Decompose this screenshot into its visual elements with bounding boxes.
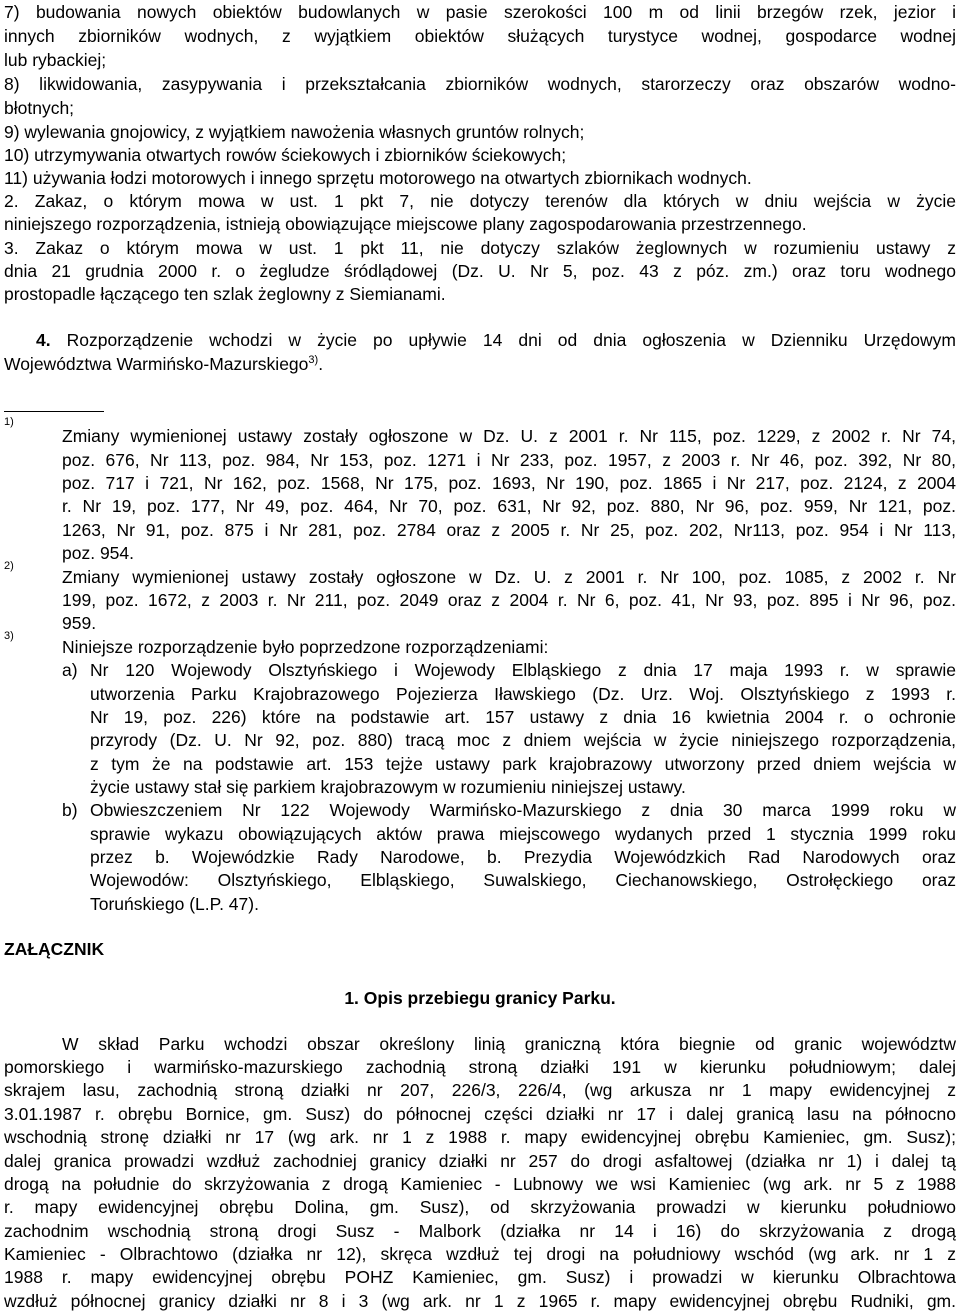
- footnote-3-item-a-line-1: Nr 120 Wojewody Olsztyńskiego i Wojewody Elbląskiego z dnia 17 maja 1993 r. w sprawie: [90, 660, 956, 680]
- item-7-line-1: 7) budowania nowych obiektów budowlanych w pasie szerokości 100 m od linii brzegów rzek, jezior i: [4, 2, 956, 22]
- footnote-3-item-b-line-3: przez b. Wojewódzkie Rady Narodowe, b. Prezydia Wojewódzkich Rad Narodowych oraz: [90, 847, 956, 867]
- footnote-2-marker: 2): [4, 560, 14, 572]
- footnote-3-item-a-line-5: z tym że na podstawie art. 153 tejże ustawy park krajobrazowy utworzony przed dniem wejścia w: [90, 754, 956, 774]
- ust-2-line-1: 2. Zakaz, o którym mowa w ust. 1 pkt 7, nie dotyczy terenów dla których w dniu wejścia w życie: [4, 191, 956, 211]
- item-9: 9) wylewania gnojowicy, z wyjątkiem nawożenia własnych gruntów rolnych;: [4, 122, 585, 142]
- footnote-3-marker: 3): [4, 630, 14, 642]
- ust-3-line-1: 3. Zakaz o którym mowa w ust. 1 pkt 11, nie dotyczy szlaków żeglownych w rozumieniu ustawy z: [4, 238, 956, 258]
- footnote-3-item-a-line-3: Nr 19, poz. 226) które na podstawie art. 157 ustawy z dnia 16 kwietnia 2004 r. o ochronie: [90, 707, 956, 727]
- paragraph-4-text: Rozporządzenie wchodzi w życie po upływie 14 dni od dnia ogłoszenia w Dzienniku Urzędowym: [66, 330, 956, 350]
- footnote-1-line-1: Zmiany wymienionej ustawy zostały ogłoszone w Dz. U. z 2001 r. Nr 115, poz. 1229, z 2002 r. Nr 74,: [62, 426, 956, 446]
- footnote-3-item-b-line-2: sprawie wykazu obowiązujących aktów prawa miejscowego wydanych przed 1 stycznia 1999 roku: [90, 824, 956, 844]
- attachment-line-3: skrajem lasu, zachodnią stroną działki nr 207, 226/3, 226/4, (wg arkusza nr 1 mapy ewidencyjnej z: [4, 1080, 956, 1100]
- attachment-line-2: pomorskiego i warmińsko-mazurskiego zachodnią stroną działki 191 w kierunku południowym; dalej: [4, 1057, 956, 1077]
- footnote-2-line-2: 199, poz. 1672, z 2003 r. Nr 211, poz. 2049 oraz z 2004 r. Nr 6, poz. 41, Nr 93, poz. 895 i Nr 96, poz.: [62, 590, 956, 610]
- attachment-line-12: wzdłuż północnej granicy działki nr 8 i 3 (wg ark. nr 1 z 1965 r. mapy ewidencyjnej obrębu Rudniki, gm.: [4, 1291, 956, 1311]
- ust-3-line-2: dnia 21 grudnia 2000 r. o żegludze śródlądowej (Dz. U. Nr 5, poz. 43 z póz. zm.) oraz toru wodnego: [4, 261, 956, 281]
- ust-3-line-3: prostopadle łączącego ten szlak żeglowny z Siemianami.: [4, 284, 446, 304]
- attachment-line-1: W skład Parku wchodzi obszar określony linią graniczną która biegnie od granic województw: [62, 1034, 956, 1054]
- footnote-3-item-b-line-1: Obwieszczeniem Nr 122 Wojewody Warmińsko-Mazurskiego z dnia 30 marca 1999 roku w: [90, 800, 956, 820]
- item-8-line-1: 8) likwidowania, zasypywania i przekształcania zbiorników wodnych, starorzeczy oraz obszarów wodno-: [4, 74, 956, 94]
- paragraph-4-number: 4.: [36, 330, 51, 350]
- footnote-1-line-2: poz. 676, Nr 113, poz. 984, Nr 153, poz. 1271 i Nr 233, poz. 1957, z 2003 r. Nr 46, poz. 392, Nr 80,: [62, 450, 956, 470]
- ust-2-line-2: niniejszego rozporządzenia, istnieją obowiązujące miejscowe plany zagospodarowania przestrzennego.: [4, 214, 807, 234]
- attachment-line-4: 3.01.1987 r. obrębu Bornice, gm. Susz) do północnej części działki nr 17 i dalej granicą lasu na północno: [4, 1104, 956, 1124]
- footnote-3-item-a-line-6: życie ustawy stał się parkiem krajobrazowym w rozumieniu niniejszej ustawy.: [90, 777, 686, 797]
- footnote-ref: 3): [308, 354, 319, 367]
- attachment-line-9: zachodnim wschodnią stroną drogi Susz - Malbork (działka nr 14 i 16) do skrzyżowania z drogą: [4, 1221, 956, 1241]
- footnote-2-line-3: 959.: [62, 613, 97, 633]
- footnote-1-line-6: poz. 954.: [62, 543, 134, 563]
- footnote-1-line-3: poz. 717 i 721, Nr 162, poz. 1568, Nr 175, poz. 1693, Nr 190, poz. 1865 i Nr 217, poz. 2124, z 2004: [62, 473, 956, 493]
- item-7-line-2: innych zbiorników wodnych, z wyjątkiem obiektów służących turystyce wodnej, gospodarce wodnej: [4, 26, 956, 46]
- attachment-line-7: drogą na południe do skrzyżowania z drogą Kamieniec - Lubnowy we wsi Kamieniec (wg ark. nr 5 z 1988: [4, 1174, 956, 1194]
- footnote-3-item-b-label: b): [62, 800, 78, 820]
- paragraph-4-line-1: [36, 328, 956, 352]
- footnote-1-marker: 1): [4, 416, 14, 428]
- item-8-line-2: błotnych;: [4, 98, 75, 118]
- item-11: 11) używania łodzi motorowych i innego sprzętu motorowego na otwartych zbiornikach wodnych.: [4, 168, 752, 188]
- footnote-3-item-b-line-4: Wojewodów: Olsztyńskiego, Elbląskiego, Suwalskiego, Ciechanowskiego, Ostrołęckiego oraz: [90, 870, 956, 890]
- paragraph-4-text-2: Województwa Warmińsko-Mazurskiego: [4, 354, 309, 374]
- footnote-2-line-1: Zmiany wymienionej ustawy zostały ogłoszone w Dz. U. z 2001 r. Nr 100, poz. 1085, z 2002 r. Nr: [62, 567, 956, 587]
- attachment-section-title: 1. Opis przebiegu granicy Parku.: [344, 988, 616, 1008]
- footnote-3-item-b-line-5: Toruńskiego (L.P. 47).: [90, 894, 259, 914]
- paragraph-4-line-2: [4, 352, 956, 376]
- attachment-line-10: Kamieniec - Olbrachtowo (działka nr 12), skręca wzdłuż tej drogi na południowy wschód (wg ark. nr 1 z: [4, 1244, 956, 1264]
- item-10: 10) utrzymywania otwartych rowów ściekowych i zbiorników ściekowych;: [4, 145, 567, 165]
- attachment-line-11: 1988 r. mapy ewidencyjnej obrębu POHZ Kamieniec, gm. Susz) i prowadzi w kierunku Olbrachtowa: [4, 1267, 956, 1287]
- attachment-heading: ZAŁĄCZNIK: [4, 939, 105, 959]
- footnote-3-item-a-line-2: utworzenia Parku Krajobrazowego Pojezierza Iławskiego (Dz. Urz. Woj. Olsztyńskiego z 1993 r.: [90, 684, 956, 704]
- attachment-line-8: r. mapy ewidencyjnej obrębu Dolina, gm. Susz), od skrzyżowania prowadzi w kierunku południowo: [4, 1197, 956, 1217]
- footnote-3-item-a-label: a): [62, 660, 78, 680]
- attachment-line-5: wschodnią stronę działki nr 17 (wg ark. nr 1 z 1988 r. mapy ewidencyjnej obrębu Kamieniec, gm. Susz);: [4, 1127, 956, 1147]
- footnote-1-line-5: 1263, Nr 91, poz. 875 i Nr 281, poz. 2784 oraz z 2005 r. Nr 25, poz. 202, Nr113, poz. 954 i Nr 113,: [62, 520, 956, 540]
- footnote-3-intro: Niniejsze rozporządzenie było poprzedzone rozporządzeniami:: [62, 637, 549, 657]
- footnote-1-line-4: r. Nr 19, poz. 177, Nr 49, poz. 464, Nr 70, poz. 631, Nr 92, poz. 880, Nr 96, poz. 959, Nr 121, poz.: [62, 496, 956, 516]
- paragraph-4-end: .: [318, 354, 324, 374]
- item-7-line-3: lub rybackiej;: [4, 50, 107, 70]
- footnote-separator: [4, 411, 104, 412]
- attachment-line-6: dalej granica prowadzi wzdłuż zachodniej granicy działki nr 257 do drogi asfaltowej (działka nr 1) i dalej tą: [4, 1151, 956, 1171]
- footnote-3-item-a-line-4: przyrody (Dz. U. Nr 92, poz. 880) tracą moc z dniem wejścia w życie niniejszego rozporządzenia,: [90, 730, 956, 750]
